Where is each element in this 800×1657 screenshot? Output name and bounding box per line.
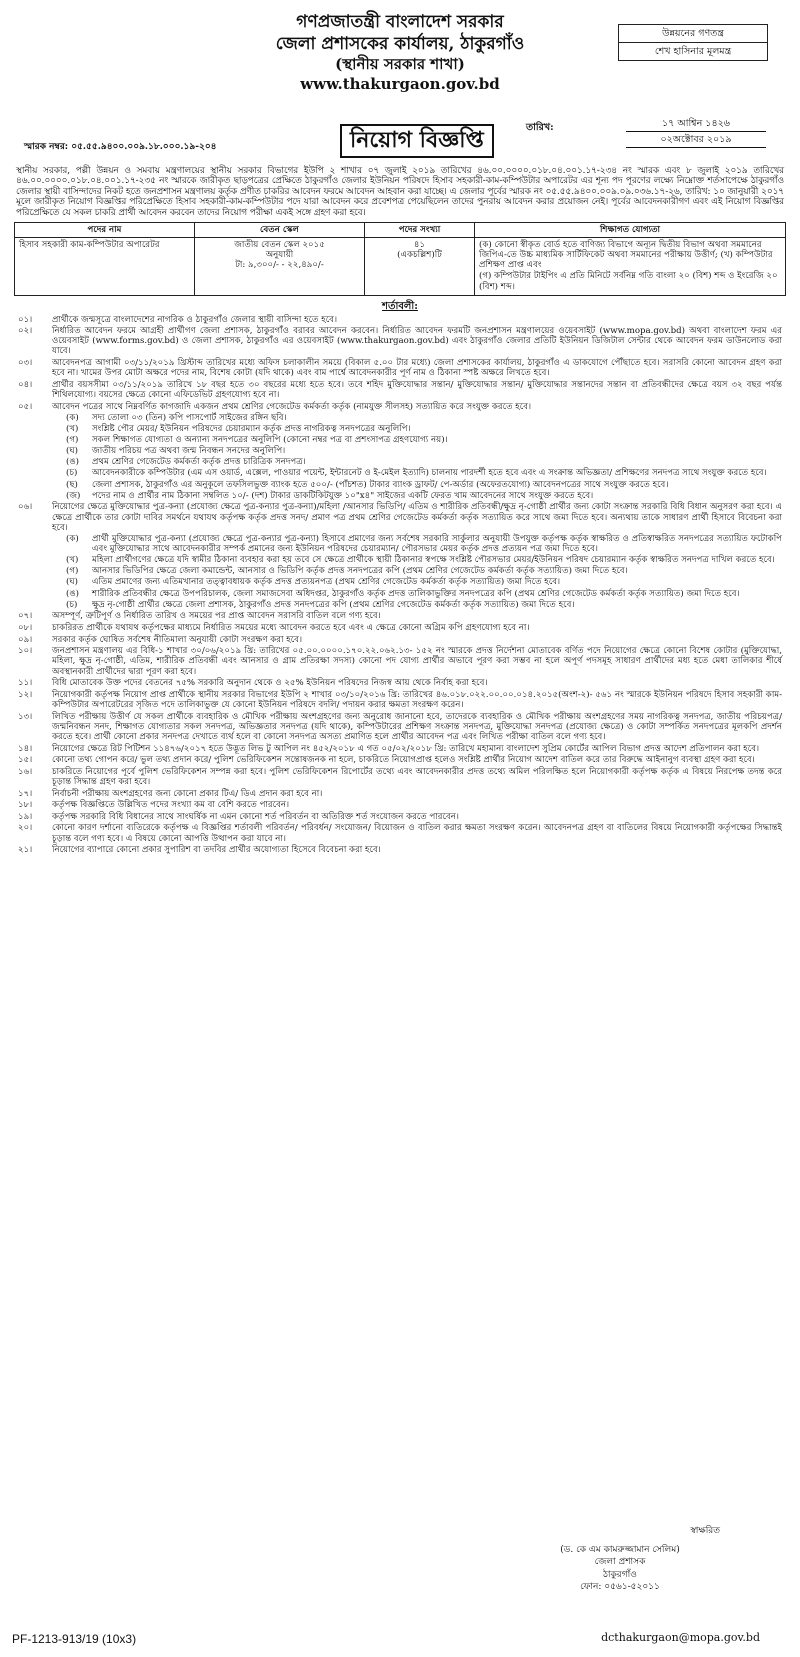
- sub-condition-text: সকল শিক্ষাগত যোগ্যতা ও অন্যান্য সনদপত্রের অনুলিপি (কোনো নম্বর পত্র বা প্রশংসাপত্র গ্রহণযোগ্য নয়)।: [92, 435, 448, 446]
- pay-scale-line: টা: ৯,৩০০/- - ২২,৪৯০/-: [235, 260, 324, 271]
- condition-body: [52, 789, 782, 799]
- condition-item: [18, 755, 782, 765]
- sub-condition: [66, 534, 782, 554]
- motto-line: উন্নয়নের গণতন্ত্র: [662, 28, 724, 39]
- condition-text: প্রার্থীর বয়সসীমা ০৩/১১/২০১৯ তারিখে ১৮ বছর হতে ৩০ বছরের মধ্যে হতে হবে। তবে শহিদ মুক্তিযোদ্ধার সন্তান/ মুক্তিযোদ্ধার সন্তান/ মুক্তিযোদ্ধার সন্তানদের সন্তান বা প্রতিবন্ধীদের ক্ষেত্রে বয়স ৩২ বছর পর্যন্ত শিথিলযোগ্য। বয়সের ক্ষেত্রে কোনো এফিডেভিট গ্রহণযোগ্য হবে না।: [52, 379, 782, 400]
- condition-body: [52, 812, 782, 822]
- post-table: [14, 222, 786, 296]
- condition-number: ২০।: [18, 823, 33, 834]
- condition-item: [18, 744, 782, 754]
- condition-text: নিয়োগকারী কর্তৃপক্ষ নিয়োগ প্রাপ্ত প্রার্থীকে স্থানীয় সরকার বিভাগের ইউপি ২ শাখার ০৩/১০/২০১৬ খ্রি: তারিখের ৪৬.০১৮.০২২.০০.০০.০১৪.২০১৫(অংশ-২)- ৫৬১ নং স্মারকে ইউনিয়ন পরিষদে হিসাব সহকারী কাম-কম্পিউটার অপারেটরের সৃজিত পদে তালিকাভুক্ত যে কোনো ইউনিয়ন পরিষদে বদলি/ পদায়ন করার ক্ষমতা সংরক্ষণ করেন।: [52, 689, 782, 710]
- contact-email: dcthakurgaon@mopa.gov.bd: [601, 1631, 760, 1644]
- condition-body: [52, 315, 782, 325]
- condition-item: [18, 502, 782, 609]
- condition-item: [18, 646, 782, 676]
- intro-text: স্থানীয় সরকার, পল্লী উন্নয়ন ও সমবায় মন্ত্রণালয়ের স্থানীয় সরকার বিভাগের ইউপি ২ শাখার ০৭ জুলাই ২০১৯ তারিখের ৪৬.০০.০০০০.০১৮.০৪.০০১.১৭-২৩৪ নং স্মারক এবং ৮ জুলাই ২০১৯ তারিখের ৪৬.০০.০০০০.০১৮.০৪.০০১.১৭-২৩৫ নং স্মারকে জারীকৃত ছাড়পত্রের প্রেক্ষিতে ঠাকুরগাঁও জেলার ইউনিয়ন পরিষদে হিসাব সহকারী-কাম-কম্পিউটার অপারেটর এর শূন্য পদ পূরণের লক্ষ্যে নিম্নোক্ত শর্তসাপেক্ষে ঠাকুরগাঁও জেলার স্থায়ী বাসিন্দাদের নিকট হতে জনপ্রশাসন মন্ত্রণালয় কর্তৃক প্রণীত চাকরির আবেদন ফরমে আবেদন আহবান করা যাচ্ছে। এ জেলার পূর্বের স্মারক নং ০৫.৫৫.৯৪০০.০০৯.০৯.০৩৬.১৭-২৬, তারিখ: ১০ জানুয়ারী ২০১৭ মূলে জারীকৃত নিয়োগ বিজ্ঞপ্তির পরিপ্রেক্ষিতে হিসাব সহকারী-কাম-কম্পিউটার পদে যারা আবেদন করে প্রবেশপত্র পেয়েছিলেন তাদের পুনরায় আবেদন করার প্রয়োজন নেই। পূর্বের আবেদনকারীগণ এবং এই নিয়োগ বিজ্ঞপ্তির পরিপ্রেক্ষিতে যে সকল চাকরি প্রার্থী আবেদন করবেন তাদের নিয়োগ পরীক্ষা একই সঙ্গে গ্রহণ করা হবে।: [16, 166, 784, 218]
- condition-text: আবেদনপত্র আগামী ০৩/১১/২০১৯ খ্রিস্টাব্দ তারিখের মধ্যে অফিস চলাকালীন সময়ে (বিকাল ৫.০০ টার মধ্যে) জেলা প্রশাসকের কার্যালয়, ঠাকুরগাঁও এ ডাকযোগে পৌঁছাতে হবে। সরাসরি কোনো আবেদন গ্রহণ করা হবে না। খামের উপর মোটা অক্ষরে পদের নাম, বিশেষ কোটা (যদি থাকে) এবং বাম পার্শ্বে আবেদনকারীর পূর্ণ নাম ও ঠিকানা স্পষ্ট অক্ষরে লিখতে হবে।: [52, 358, 782, 379]
- condition-number: ০৬।: [18, 502, 33, 513]
- sub-condition-label: (ঘ): [66, 577, 79, 588]
- condition-body: [52, 690, 782, 710]
- post-count: [365, 238, 475, 296]
- conditions-title: শর্তাবলী:: [382, 300, 418, 312]
- sub-condition-label: (গ): [66, 435, 79, 446]
- sub-condition-label: (ঘ): [66, 446, 79, 457]
- government-title: গণপ্রজাতন্ত্রী বাংলাদেশ সরকার: [296, 12, 504, 32]
- condition-text: অসম্পূর্ণ, ত্রুটিপূর্ণ ও নির্ধারিত তারিখ ও সময়ের পর প্রাপ্ত আবেদন সরাসরি বাতিল বলে গণ্য হবে।: [52, 611, 381, 622]
- condition-item: [18, 380, 782, 400]
- condition-item: [18, 800, 782, 810]
- condition-text: নিয়োগের ব্যাপারে কোনো প্রকার সুপারিশ বা তদবির প্রার্থীর অযোগ্যতা হিসেবে বিবেচনা করা হবে।: [52, 845, 381, 856]
- post-name: হিসাব সহকারী কাম-কম্পিউটার অপারেটর: [15, 238, 195, 296]
- sub-condition: [66, 566, 782, 576]
- signatory-phone: ফোন: ০৫৬১-৫২০১১: [580, 1582, 660, 1593]
- intro-paragraph: [10, 166, 790, 218]
- signatory-name: (ড. কে এম কামরুজ্জামান সেলিম): [560, 1544, 680, 1555]
- signatory-designation: জেলা প্রশাসক: [594, 1557, 646, 1568]
- condition-text: লিখিত পরীক্ষায় উত্তীর্ণ যে সকল প্রার্থীকে ব্যবহারিক ও মৌখিক পরীক্ষায় অংশগ্রহণের জন্য অনুরোধ জানানো হবে, তাদেরকে ব্যবহারিক ও মৌখিক পরীক্ষায় অংশগ্রহণের সময় নাগরিকত্ব সনদপত্র, জাতীয় পরিচয়পত্র/ জন্মনিবন্ধন সনদ, শিক্ষাগত যোগ্যতার সকল সনদপত্র, অভিজ্ঞতার সনদপত্র (যদি থাকে), কম্পিউটারের প্রশিক্ষণ সংক্রান্ত সনদপত্র, মুক্তিযোদ্ধা সনদপত্র (প্রযোজ্য ক্ষেত্রে) ও কোটা সম্পর্কিত সনদপত্রের মূলকপি প্রদর্শন করতে হবে। প্রার্থী কোনো প্রকার সনদপত্র দেখাতে ব্যর্থ হলে বা কোনো সনদপত্র অসত্য প্রমাণিত হলে প্রার্থীর আবেদন পত্র এবং লিখিত পরীক্ষা বাতিল বলে গণ্য হবে।: [52, 711, 782, 742]
- post-count-line: (একচল্লিশ)টি: [397, 250, 442, 261]
- sub-condition-label: (ক): [66, 533, 79, 544]
- condition-text: আবেদন পত্রের সাথে নিম্নবর্ণিত কাগজাদি একজন প্রথম শ্রেণির গেজেটেড কর্মকর্তা কর্তৃক (নামযুক্ত সীলসহ) সত্যায়িত করে সংযুক্ত করতে হবে।: [52, 401, 532, 412]
- sub-condition: [66, 589, 782, 599]
- header: [10, 12, 790, 116]
- sub-condition: [66, 457, 782, 467]
- condition-number: ০১।: [18, 314, 33, 325]
- condition-item: [18, 812, 782, 822]
- sub-condition-label: (জ): [66, 490, 81, 501]
- condition-item: [18, 402, 782, 501]
- condition-body: [52, 402, 782, 501]
- sub-condition-label: (ক): [66, 412, 79, 423]
- condition-number: ০৯।: [18, 634, 33, 645]
- condition-body: [52, 635, 782, 645]
- condition-text: চাকরিতে নিয়োগের পূর্বে পুলিশ ভেরিফিকেশন সম্পন্ন করা হবে। পুলিশ ভেরিফিকেশন রিপোর্টের তথ্যে এবং আবেদনকারীর প্রদত্ত তথ্যে অমিল পরিলক্ষিত হলে নিয়োগকারী কর্তৃপক্ষ কর্তৃক এ বিষয়ে নিরপেক্ষ তদন্ত করে চূড়ান্ত সিদ্ধান্ত গ্রহণ করা হবে।: [52, 766, 782, 787]
- condition-number: ১৩।: [18, 711, 33, 722]
- table-header: শিক্ষাগত যোগ্যতা: [475, 222, 786, 237]
- date-box: [626, 116, 766, 148]
- sub-condition-text: জাতীয় পরিচয় পত্র অথবা জন্ম নিবন্ধন সনদের অনুলিপি।: [92, 446, 286, 457]
- sub-condition-text: পদের নাম ও প্রার্থীর নাম ঠিকানা সম্বলিত ১০/- (দশ) টাকার ডাকটিকিটযুক্ত ১০"x৪" সাইজের একটি ফেরত খাম আবেদনের সাথে সংযুক্ত করতে হবে।: [92, 490, 594, 501]
- reference-number: স্মারক নম্বর: ০৫.৫৫.৯৪০০.০০৯.১৮.০০০.১৯-২০৪: [24, 142, 217, 152]
- condition-text: নিয়োগের ক্ষেত্রে মুক্তিযোদ্ধার পুত্র-কন্যা (প্রযোজ্য ক্ষেত্রে পুত্র-কন্যার পুত্র-কন্যা)/মহিলা /আনসার ভিডিপি/ এতিম ও শারীরিক প্রতিবন্ধী/ক্ষুদ্র নৃ-গোষ্ঠী প্রার্থীর জন্য কোটা সংক্রান্ত সরকারি বিধি বিধান অনুসরণ করা হবে। এ ক্ষেত্রে প্রার্থীকে তার কোটা দাবির সমর্থনে যথাযথ কর্তৃপক্ষ কর্তৃক প্রদত্ত সনদ/ প্রমাণ পত্র প্রথম শ্রেণির গেজেটেড কর্মকর্তা কর্তৃক সত্যায়িত করে সাথে জমা দিতে হবে। অন্যথায় তাকে সাধারণ প্রার্থী হিসাবে বিবেচনা করা হবে।: [52, 502, 782, 533]
- condition-number: ১৮।: [18, 800, 33, 811]
- sub-condition: [66, 491, 782, 501]
- condition-item: [18, 326, 782, 356]
- table-row: [15, 238, 786, 296]
- sub-condition-text: সদ্য তোলা ০৩ (তিন) কপি পাসপোর্ট সাইজের রঙ্গিন ছবি।: [92, 412, 287, 423]
- condition-text: নিয়োগের ক্ষেত্রে রিট পিটিশন ১১৪৭৬/২০১৭ হতে উদ্ভূত লিভ টু আপিল নং ৪৫২/২০১৮ এ গত ০৫/০২/২০১৮ খ্রি: তারিখে মহামান্য বাংলাদেশ সুপ্রিম কোর্টের আপিল বিভাগ প্রদত্ত আদেশ প্রতিপালন করা হবে।: [52, 743, 760, 754]
- sub-condition-label: (চ): [66, 468, 78, 479]
- sub-condition-label: (খ): [66, 423, 79, 434]
- sub-condition-label: (ঙ): [66, 457, 80, 468]
- condition-number: ০২।: [18, 326, 33, 337]
- condition-body: [52, 646, 782, 676]
- sub-condition-text: মহিলা প্রার্থীগণের ক্ষেত্রে যদি স্বামীর ঠিকানা ব্যবহার করা হয় তবে সে ক্ষেত্রে প্রার্থীকে স্থায়ী ঠিকানার স্বপক্ষে সংশ্লিষ্ট পৌরসভার মেয়র/ইউনিয়ন পরিষদ চেয়ারম্যান কর্তৃক স্বাক্ষরিত সনদপত্র দাখিল করতে হবে।: [92, 555, 775, 566]
- sub-condition-label: (ছ): [66, 479, 78, 490]
- condition-body: [52, 712, 782, 742]
- motto-box: [618, 24, 768, 61]
- sub-condition: [66, 600, 782, 610]
- website-url: www.thakurgaon.gov.bd: [300, 74, 500, 93]
- condition-number: ১৫।: [18, 755, 33, 766]
- condition-text: প্রার্থীকে জন্মসূত্রে বাংলাদেশের নাগরিক ও ঠাকুরগাঁও জেলার স্থায়ী বাসিন্দা হতে হবে।: [52, 314, 338, 325]
- condition-text: কর্তৃপক্ষ সরকারি বিধি বিধানের সাথে সাংঘর্ষিক না এমন কোনো শর্ত পরিবর্তন বা অতিরিক্ত শর্ত সংযোজন করতে পারবেন।: [52, 811, 459, 822]
- condition-text: চাকরিরত প্রার্থীকে যথাযথ কর্তৃপক্ষের মাধ্যমে নির্ধারিত সময়ের মধ্যে আবেদন করতে হবে এবং এ ক্ষেত্রে কোনো অগ্রিম কপি গ্রহণযোগ্য হবে না।: [52, 622, 530, 633]
- condition-item: [18, 712, 782, 742]
- condition-number: ১০।: [18, 646, 33, 657]
- condition-number: ০৫।: [18, 401, 33, 412]
- date-english: ০২অক্টোবর ২০১৯: [626, 132, 766, 148]
- meta-row: [10, 116, 790, 162]
- pay-scale: [195, 238, 365, 296]
- signatory-location: ঠাকুরগাঁও: [603, 1569, 637, 1580]
- table-header: পদের সংখ্যা: [365, 222, 475, 237]
- sub-condition: [66, 480, 782, 490]
- condition-number: ০৮।: [18, 622, 33, 633]
- date-bangla: ১৭ আশ্বিন ১৪২৬: [626, 116, 766, 132]
- condition-text: নির্ধারিত আবেদন ফরমে আগ্রহী প্রার্থীগণ জেলা প্রশাসক, ঠাকুরগাঁও বরাবর আবেদন করবেন। নির্ধারিত আবেদন ফরমটি জনপ্রশাসন মন্ত্রণালয়ের ওয়েবসাইট (www.mopa.gov.bd) অথবা বাংলাদেশ ফরম এর ওয়েবসাইট (www.forms.gov.bd) ও জেলা প্রশাসক, ঠাকুরগাঁও এর ওয়েবসাইট (www.thakurgaon.gov.bd) এবং ঠাকুরগাঁও জেলার প্রতিটি ইউনিয়ন ডিজিটাল সেন্টার থেকে আবেদন ফরম ডাউনলোড করা যাবে।: [52, 326, 782, 357]
- condition-text: কর্তৃপক্ষ বিজ্ঞপ্তিতে উল্লিখিত পদের সংখ্যা কম বা বেশি করতে পারবেন।: [52, 800, 290, 811]
- condition-number: ১৯।: [18, 811, 33, 822]
- condition-text: সরকার কর্তৃক ঘোষিত সর্বশেষ নীতিমালা অনুযায়ী কোটা সংরক্ষণ করা হবে।: [52, 634, 303, 645]
- condition-number: ১৪।: [18, 743, 33, 754]
- sub-condition: [66, 555, 782, 565]
- condition-body: [52, 767, 782, 787]
- condition-number: ০৪।: [18, 379, 33, 390]
- condition-item: [18, 690, 782, 710]
- condition-text: জনপ্রশাসন মন্ত্রণালয় এর বিধি-১ শাখার ৩০/০৬/২০১৯ খ্রি: তারিখের ০৫.০০.০০০০.১৭০.২২.০৬২.১৩- ১৫২ নং স্মারকে প্রদত্ত নির্দেশনা মোতাবেক বর্ণিত পদে নিয়োগের ক্ষেত্রে কোনো বিশেষ কোটার (মুক্তিযোদ্ধা, মহিলা, ক্ষুদ্র নৃ-গোষ্ঠী, এতিম, শারীরিক প্রতিবন্ধী এবং আনসার ও গ্রাম প্রতিরক্ষা সদস্য) কোনো পদ যোগ্য প্রার্থীর অভাবে পূরণ করা সম্ভব না হলে অপূর্ণ পদসমূহ সাধারণ প্রার্থীদের মধ্য হতে মেধা তালিকার শীর্ষে অবস্থানকারী প্রার্থীদের দ্বারা পূরণ করা হবে।: [52, 646, 782, 677]
- sub-condition-text: এতিম প্রমাণের জন্য এতিমখানার তত্ত্বাবধায়ক কর্তৃক প্রদত্ত প্রত্যয়নপত্র (প্রথম শ্রেণির গেজেটেড কর্মকর্তা কর্তৃক সত্যায়িত) জমা দিতে হবে।: [92, 577, 561, 588]
- condition-number: ১৭।: [18, 788, 33, 799]
- sub-condition-text: আনসার ভিডিপির ক্ষেত্রে জেলা কমান্ডেন্ট, আনসার ও ভিডিপি কর্তৃক প্রদত্ত সনদপত্রের কপি (প্রথম শ্রেণির গেজেটেড কর্মকর্তা কর্তৃক সত্যায়িত) জমা দিতে হবে।: [92, 566, 628, 577]
- sub-condition-label: (খ): [66, 555, 79, 566]
- pay-scale-line: জাতীয় বেতন স্কেল ২০১৫: [234, 240, 325, 251]
- sub-condition-text: প্রথম শ্রেণির গেজেটেড কর্মকর্তা কর্তৃক প্রদত্ত চারিত্রিক সনদপত্র।: [92, 457, 306, 468]
- table-header: বেতন স্কেল: [195, 222, 365, 237]
- motto-line: শেখ হাসিনার মূলমন্ত্র: [619, 42, 767, 60]
- sub-condition: [66, 446, 782, 456]
- condition-number: ০৭।: [18, 611, 33, 622]
- sub-condition: [66, 413, 782, 423]
- sub-condition: [66, 468, 782, 478]
- sub-condition-label: (চ): [66, 599, 78, 610]
- table-header: পদের নাম: [15, 222, 195, 237]
- condition-body: [52, 800, 782, 810]
- office-title: জেলা প্রশাসকের কার্যালয়, ঠাকুরগাঁও: [275, 34, 525, 55]
- condition-body: [52, 611, 782, 621]
- date-label: তারিখ:: [526, 122, 554, 133]
- signed-label: স্বাক্ষরিত: [690, 1526, 720, 1536]
- sub-condition-text: আবেদনকারীকে কম্পিউটার (এম এস ওয়ার্ড, এক্সেল, পাওয়ার পয়েন্ট, ইন্টারনেট ও ই-মেইল ইত্যাদি) চালনায় পারদর্শী হতে হবে এবং এ সংক্রান্ত অভিজ্ঞতা/ প্রশিক্ষণের সনদপত্র সাথে সংযুক্ত করতে হবে।: [92, 468, 767, 479]
- condition-item: [18, 678, 782, 688]
- condition-number: ১২।: [18, 689, 33, 700]
- sub-condition: [66, 424, 782, 434]
- branch-title: (স্থানীয় সরকার শাখা): [335, 55, 465, 74]
- condition-item: [18, 358, 782, 378]
- sub-condition-label: (গ): [66, 566, 79, 577]
- condition-body: [52, 744, 782, 754]
- qualification: [475, 238, 786, 296]
- sub-condition-text: শারীরিক প্রতিবন্ধীর ক্ষেত্রে উপপরিচালক, জেলা সমাজসেবা অধিদপ্তর, ঠাকুরগাঁও কর্তৃক প্রদত্ত তালিকাভুক্তির সনদপত্রের কপি (প্রথম শ্রেণির গেজেটেড কর্মকর্তা কর্তৃক সত্যায়িত) জমা দিতে হবে।: [92, 588, 740, 599]
- condition-number: ১৬।: [18, 766, 33, 777]
- condition-body: [52, 845, 782, 855]
- condition-body: [52, 380, 782, 400]
- condition-body: [52, 358, 782, 378]
- conditions-list: [10, 315, 790, 856]
- condition-item: [18, 845, 782, 855]
- qualification-line: (ক) কোনো স্বীকৃত বোর্ড হতে বাণিজ্য বিভাগে অন্যূন দ্বিতীয় বিভাগ অথবা সমমানের জিপিএ-তে উচ্চ মাধ্যমিক সার্টিফিকেট অথবা সমমানের পরীক্ষায় উত্তীর্ণ; (খ) কম্পিউটার প্রশিক্ষণ প্রাপ্ত এবং: [479, 240, 773, 271]
- condition-body: [52, 755, 782, 765]
- condition-item: [18, 767, 782, 787]
- sub-condition-text: ক্ষুদ্র নৃ-গোষ্ঠী প্রার্থীর ক্ষেত্রে জেলা প্রশাসক, ঠাকুরগাঁও প্রদত্ত সনদপত্রের কপি (প্রথম শ্রেণির গেজেটেড কর্মকর্তা কর্তৃক সত্যায়িত) জমা দিতে হবে।: [92, 599, 575, 610]
- condition-body: [52, 502, 782, 609]
- sub-condition-text: সংশ্লিষ্ট পৌর মেয়র/ ইউনিয়ন পরিষদের চেয়ারম্যান কর্তৃক প্রদত্ত নাগরিকত্ব সনদপত্রের অনুলিপি।: [92, 423, 411, 434]
- sub-condition-label: (ঙ): [66, 588, 80, 599]
- notice-title: নিয়োগ বিজ্ঞপ্তি: [340, 124, 494, 158]
- condition-item: [18, 635, 782, 645]
- pay-scale-line: অনুযায়ী: [265, 250, 294, 261]
- condition-body: [52, 823, 782, 843]
- condition-item: [18, 623, 782, 633]
- condition-item: [18, 789, 782, 799]
- sub-condition: [66, 435, 782, 445]
- condition-text: কোনো কারণ দর্শানো ব্যতিরেকে কর্তৃপক্ষ এ বিজ্ঞপ্তির শর্তাবলী পরিবর্তন/ পরিবর্ধন/ সংযোজন/ বিয়োজন ও বাতিল করার ক্ষমতা সংরক্ষণ করেন। আবেদনপত্র গ্রহণ বা বাতিলের বিষয়ে নিয়োগকারী কর্তৃপক্ষের সিদ্ধান্তই চূড়ান্ত বলে গণ্য হবে। এ বিষয়ে কোনো আপত্তি উত্থাপন করা যাবে না।: [52, 823, 782, 844]
- post-count-line: ৪১: [413, 240, 426, 251]
- condition-text: কোনো তথ্য গোপন করে/ ভুল তথ্য প্রদান করে/ পুলিশ ভেরিফিকেশন সন্তোষজনক না হলে, চাকরিতে নিয়োগপ্রাপ্ত হলেও সংশ্লিষ্ট প্রার্থীর নিয়োগ আদেশ বাতিল করে তার বিরুদ্ধে আইনানুগ ব্যবস্থা গ্রহণ করা হবে।: [52, 755, 755, 766]
- condition-body: [52, 623, 782, 633]
- table-header-row: [15, 222, 786, 237]
- sub-condition-text: জেলা প্রশাসক, ঠাকুরগাঁও এর অনুকূলে তফসিলভুক্ত ব্যাংক হতে ৫০০/- (পাঁচশত) টাকার ব্যাংক ড্রাফট/ পে-অর্ডার (অফেরতযোগ্য) আবেদনপত্রের সাথে সংযুক্ত করতে হবে।: [92, 479, 669, 490]
- qualification-line: (গ) কম্পিউটার টাইপিং এ প্রতি মিনিটে সর্বনিম্ন গতি বাংলা ২০ (বিশ) শব্দ ও ইংরেজি ২০ (বিশ) শব্দ।: [479, 271, 778, 292]
- sub-condition-text: প্রার্থী মুক্তিযোদ্ধার পুত্র-কন্যা (প্রযোজ্য ক্ষেত্রে পুত্র-কন্যার পুত্র-কন্যা) হিসাবে প্রমাণের জন্য সর্বশেষ সরকারি সার্কুলার অনুযায়ী উপযুক্ত কর্তৃপক্ষ কর্তৃক স্বাক্ষরিত ও প্রতিস্বাক্ষরিত সনদপত্রের সত্যায়িত ফটোকপি এবং মুক্তিযোদ্ধার সাথে আবেদনকারীর সম্পর্ক প্রমানের জন্য ইউনিয়ন পরিষদের চেয়ারম্যান/ পৌরসভার মেয়র কর্তৃক প্রদত্ত প্রত্যয়ন পত্র জমা দিতে হবে।: [92, 533, 782, 554]
- condition-body: [52, 678, 782, 688]
- signature-block: [520, 1526, 720, 1595]
- condition-body: [52, 326, 782, 356]
- condition-text: নির্বাচনী পরীক্ষায় অংশগ্রহণের জন্য কোনো প্রকার টিএ/ ডিএ প্রদান করা হবে না।: [52, 788, 323, 799]
- condition-text: বিধি মোতাবেক উক্ত পদের বেতনের ৭৫% সরকারি অনুদান থেকে ও ২৫% ইউনিয়ন পরিষদের নিজস্ব আয় থেকে নির্বাহ করা হবে।: [52, 678, 488, 689]
- condition-item: [18, 823, 782, 843]
- condition-number: ০৩।: [18, 358, 33, 369]
- condition-item: [18, 611, 782, 621]
- sub-condition: [66, 577, 782, 587]
- pf-code: PF-1213-913/19 (10x3): [12, 1632, 137, 1646]
- condition-number: ২১।: [18, 845, 33, 856]
- condition-number: ১১।: [18, 678, 33, 689]
- condition-item: [18, 315, 782, 325]
